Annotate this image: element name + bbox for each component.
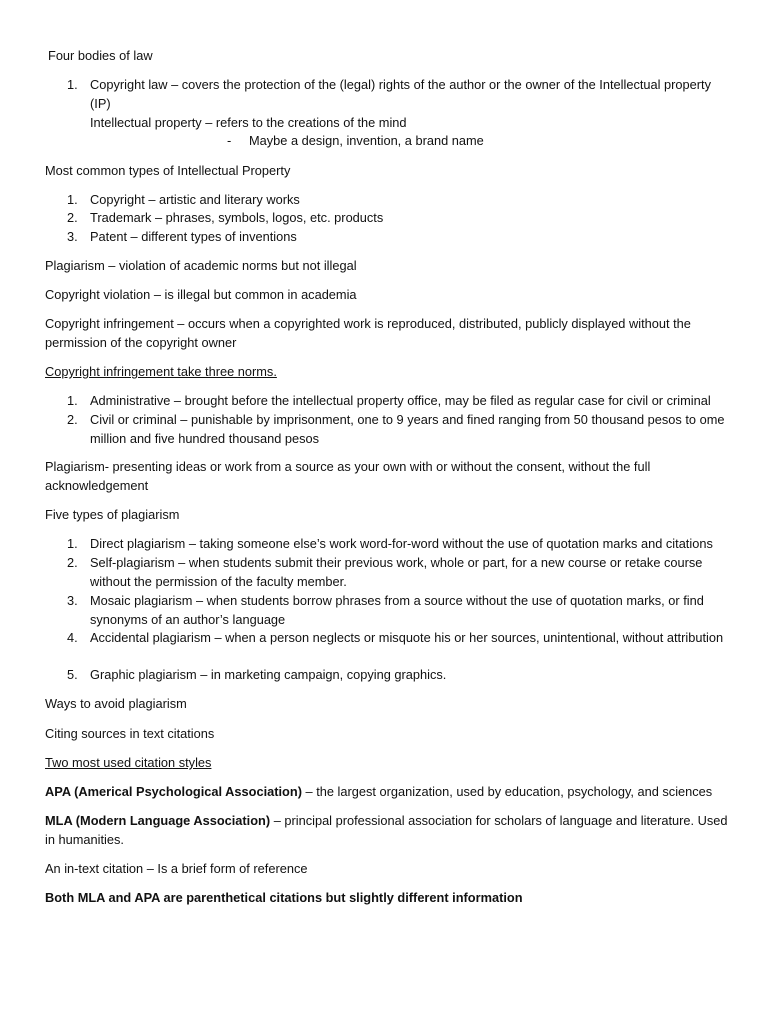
- common-types-heading: Most common types of Intellectual Property: [45, 163, 291, 178]
- list-text: Direct plagiarism – taking someone else’s work word-for-word without the use of quotation marks and citations: [90, 536, 713, 551]
- list-text: Patent – different types of inventions: [90, 229, 297, 244]
- plagiarism-definition-2: Plagiarism- presenting ideas or work from a source as your own with or without the consent, without the full acknowledgement: [45, 459, 651, 493]
- list-number: 2.: [67, 210, 78, 225]
- ip-definition: Intellectual property – refers to the creations of the mind: [90, 115, 407, 130]
- list-number: 1.: [67, 536, 78, 551]
- list-text: Self-plagiarism – when students submit their previous work, whole or part, for a new course or retake course without the permission of the faculty member.: [90, 555, 703, 589]
- ways-to-avoid: Ways to avoid plagiarism: [45, 696, 187, 711]
- list-number: 1.: [67, 393, 78, 408]
- doc-title: Four bodies of law: [48, 48, 153, 63]
- in-text-citation: An in-text citation – Is a brief form of reference: [45, 861, 308, 876]
- mla-term: MLA (Modern Language Association): [45, 813, 271, 828]
- dash-bullet: -: [227, 133, 232, 148]
- list-text: Administrative – brought before the intellectual property office, may be filed as regular case for civil or criminal: [90, 393, 711, 408]
- plagiarism-definition: Plagiarism – violation of academic norms but not illegal: [45, 258, 357, 273]
- apa-paragraph: [45, 782, 735, 801]
- list-text: Copyright – artistic and literary works: [90, 192, 300, 207]
- list-text: Graphic plagiarism – in marketing campaign, copying graphics.: [90, 667, 447, 682]
- list-number: 2.: [67, 412, 78, 427]
- five-types-heading: Five types of plagiarism: [45, 507, 180, 522]
- both-citations-note: Both MLA and APA are parenthetical citations but slightly different information: [45, 890, 523, 905]
- list-text: Trademark – phrases, symbols, logos, etc. products: [90, 210, 384, 225]
- mla-description: – principal professional association for scholars of language and literature. Used in humanities.: [45, 813, 728, 847]
- copyright-violation: Copyright violation – is illegal but common in academia: [45, 287, 357, 302]
- list-text: Civil or criminal – punishable by imprisonment, one to 9 years and fined ranging from 50 thousand pesos to ome million and five hundred thousand pesos: [90, 412, 725, 446]
- copyright-infringement: Copyright infringement – occurs when a copyrighted work is reproduced, distributed, publicly displayed without the permission of the copyright owner: [45, 316, 691, 350]
- citing-sources: Citing sources in text citations: [45, 726, 215, 741]
- list-text: Copyright law – covers the protection of the (legal) rights of the author or the owner of the Intellectual property (IP): [90, 77, 711, 111]
- list-number: 2.: [67, 555, 78, 570]
- list-number: 4.: [67, 630, 78, 645]
- list-number: 3.: [67, 229, 78, 244]
- list-text: Accidental plagiarism – when a person neglects or misquote his or her sources, unintentional, without attribution: [90, 630, 724, 645]
- two-styles-heading: Two most used citation styles: [45, 755, 212, 770]
- list-number: 1.: [67, 77, 78, 92]
- ip-bullet-text: Maybe a design, invention, a brand name: [249, 133, 484, 148]
- list-text: Mosaic plagiarism – when students borrow phrases from a source without the use of quotation marks, or find synonyms of an author’s language: [90, 593, 704, 627]
- list-number: 5.: [67, 667, 78, 682]
- apa-term: APA (Americal Psychological Association): [45, 784, 302, 799]
- infringement-heading: Copyright infringement take three norms.: [45, 364, 277, 379]
- list-number: 1.: [67, 192, 78, 207]
- list-number: 3.: [67, 593, 78, 608]
- mla-paragraph: [45, 811, 735, 849]
- apa-description: – the largest organization, used by education, psychology, and sciences: [301, 784, 713, 799]
